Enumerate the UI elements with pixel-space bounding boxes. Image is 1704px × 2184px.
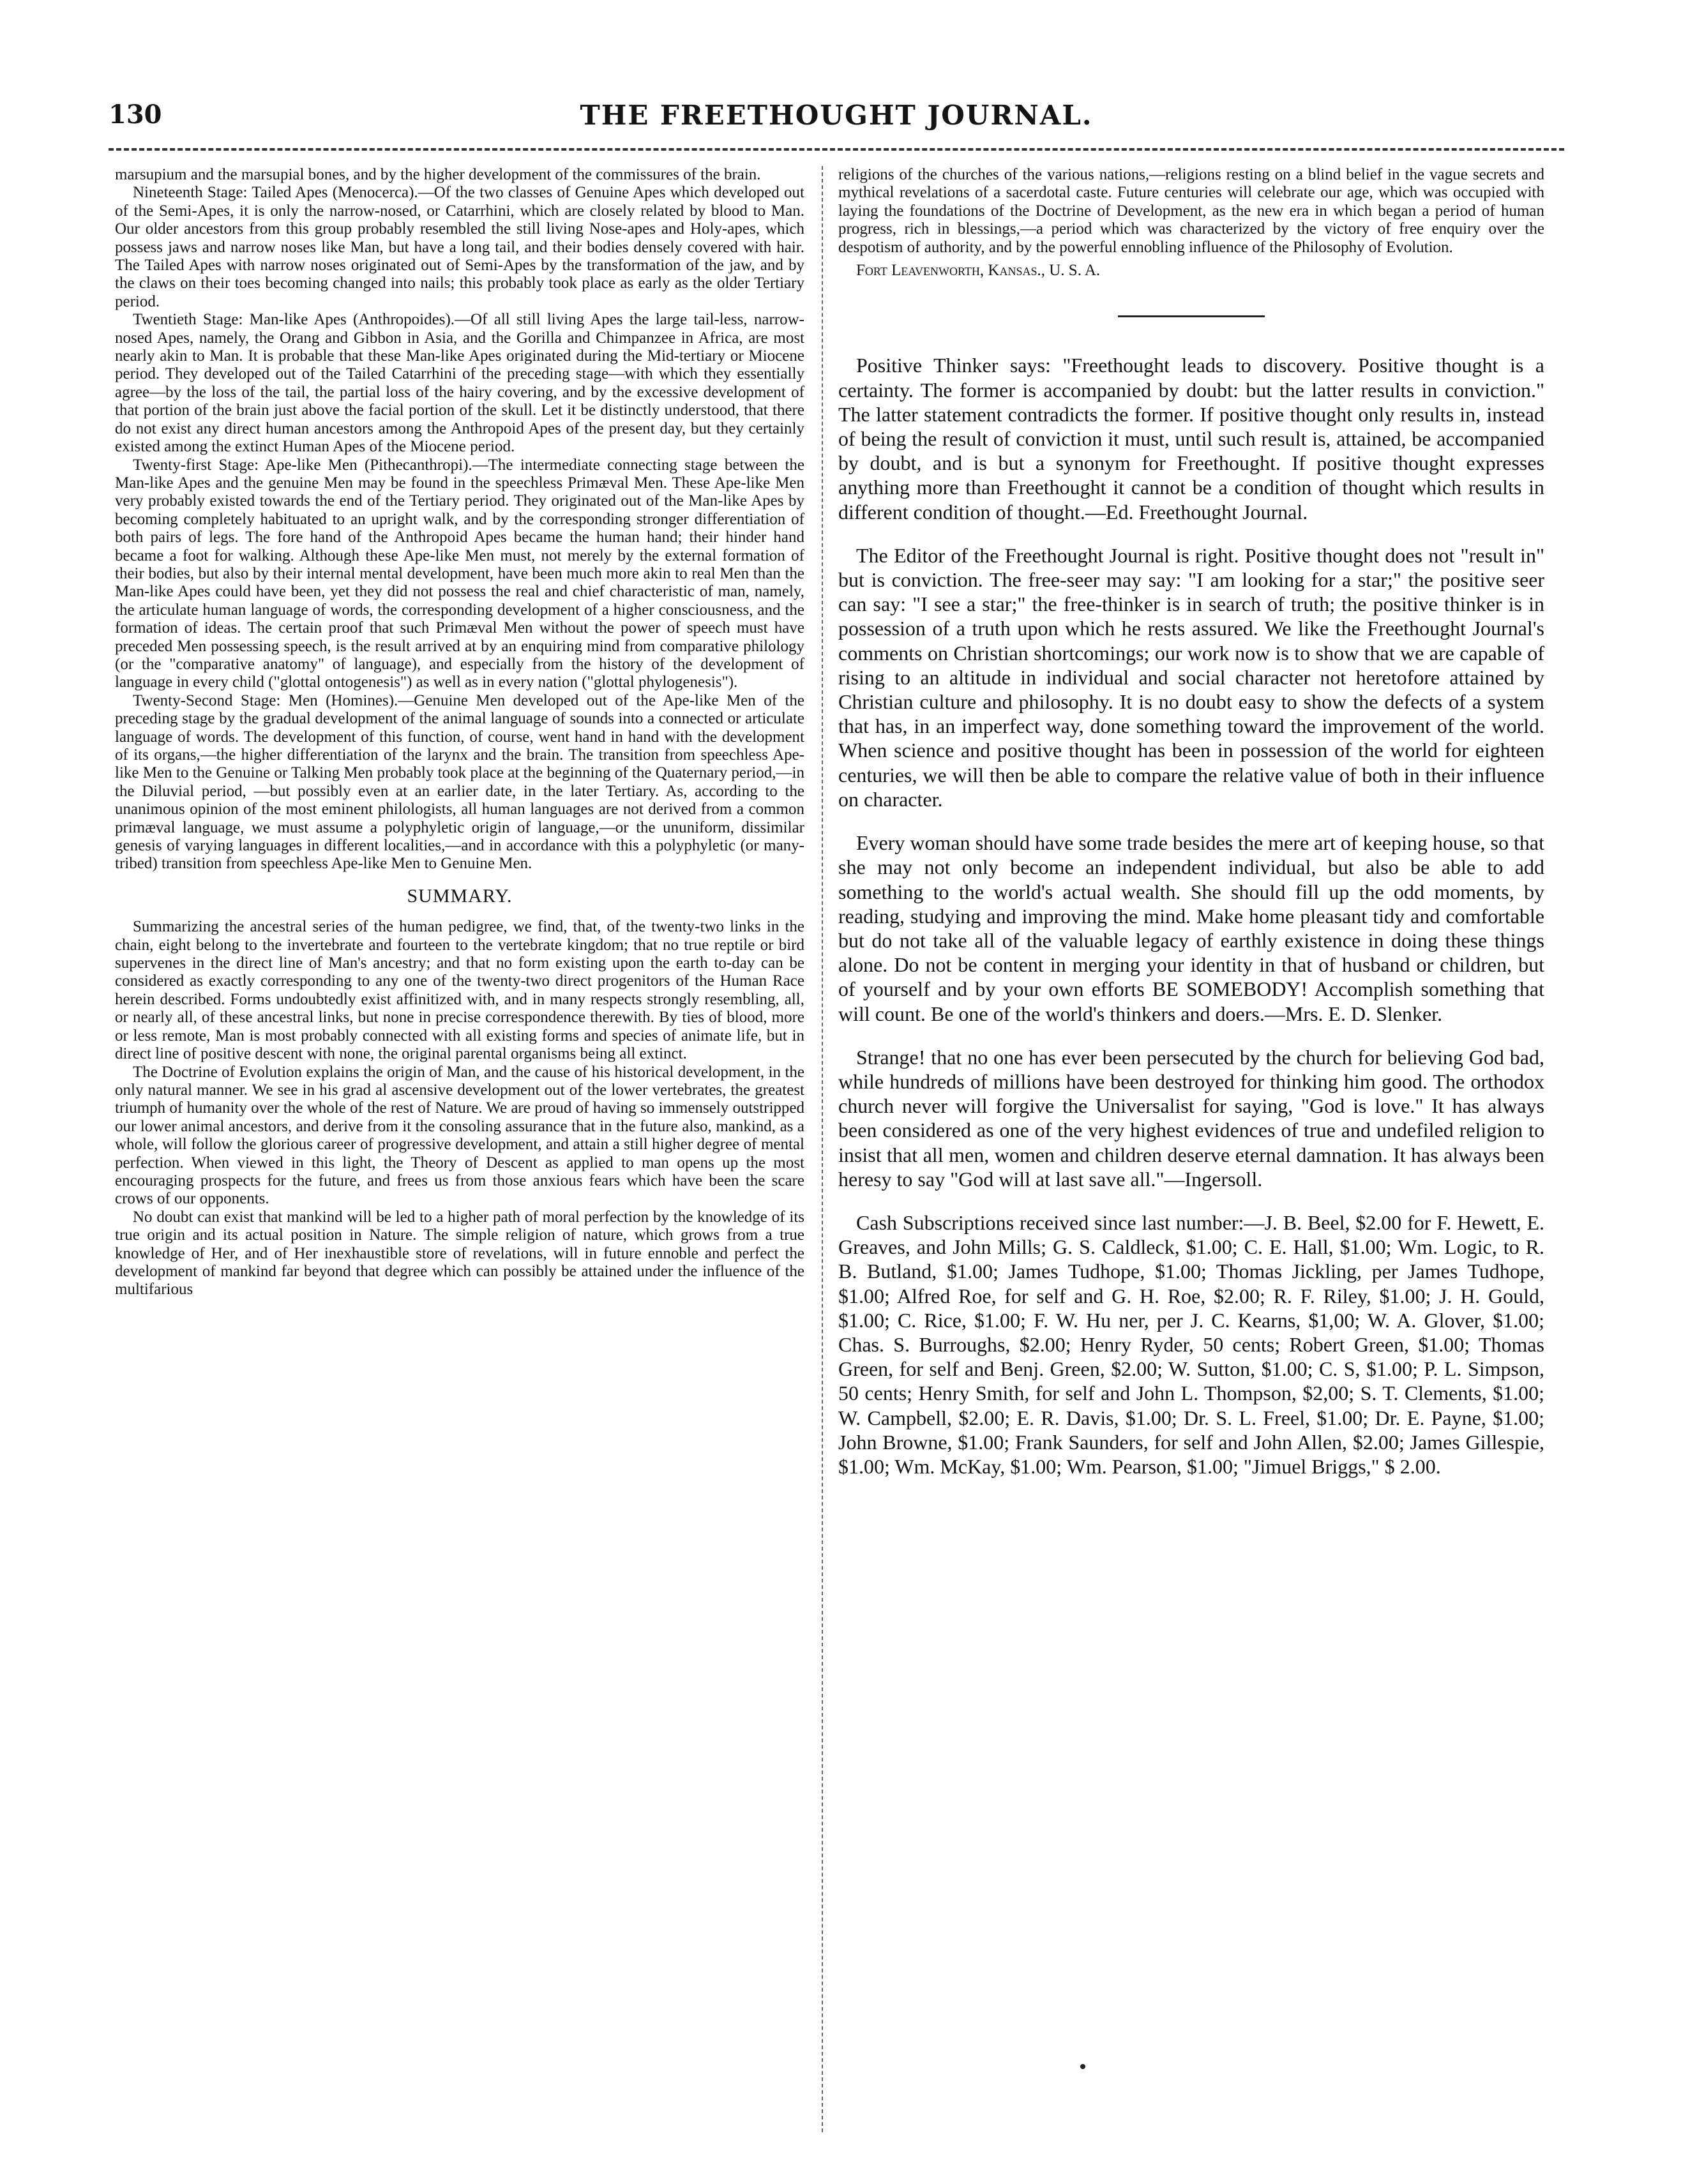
paragraph-every-woman: Every woman should have some trade besides the mere art of keeping house, so that she may not only become an independent individual, but also be able to add something to the world's actual wealth. She should fill up the odd moments, by reading, studying and improving the mind. Make home pleasant tidy and comfortable but do not take all of the valuable legacy of earthly existence in doing these things alone. Do not be content in merging your identity in that of husband or children, but of yourself and by your own efforts BE SOMEBODY! Accomplish something that will count. Be one of the world's thinkers and doers.—Mrs. E. D. Slenker.	[838, 831, 1544, 1025]
paragraph-continuation: marsupium and the marsupial bones, and by the higher development of the commissures of the brain.	[115, 166, 761, 183]
paragraph-positive-thinker: Positive Thinker says: "Freethought leads to discovery. Positive thought is a certainty. The former is accompanied by doubt: but the latter results in conviction." The latter statement contradicts the former. If positive thought only results in, instead of being the result of conviction it must, until such result is, attained, be accompanied by doubt, and is but a synonym for Freethought. If positive thought expresses anything more than Freethought it cannot be a condition of thought which results in different condition of thought.—Ed. Freethought Journal.	[838, 354, 1544, 523]
header-rule	[109, 148, 1564, 151]
journal-title: THE FREETHOUGHT JOURNAL.	[580, 100, 1093, 131]
location-line: Fort Leavenworth, Kansas., U. S. A.	[856, 262, 1101, 280]
paragraph-summary-1: Summarizing the ancestral series of the human pedigree, we find, that, of the twenty-two links in the chain, eight belong to the invertebrate and fourteen to the vertebrate kingdom; that no true reptile or bird supervenes in the direct line of Man's ancestry; and that no form existing upon the earth to-day can be considered as exactly corresponding to any one of the twenty-two direct progenitors of the Human Race herein described. Forms undoubtedly exist affinitized with, and in many respects strongly resembling, all, or nearly all, of these ancestral links, but none in precise correspondence therewith. By ties of blood, more or less remote, Man is most probably connected with all existing forms and species of animate life, but in direct line of positive descent with none, the original parental organisms being all extinct.	[115, 918, 804, 1063]
paragraph-continuation-right: religions of the churches of the various nations,—religions resting on a blind belief in the vague secrets and mythical revelations of a sacerdotal caste. Future centuries will celebrate our age, which was occupied with laying the foundations of the Doctrine of Development, as the new era in which began a period of human progress, rich in blessings,—a period which was characterized by the victory of free enquiry over the despotism of authority, and by the powerful ennobling influence of the Philosophy of Evolution.	[838, 166, 1544, 256]
page-header	[109, 94, 1564, 139]
paragraph-twentieth-stage: Twentieth Stage: Man-like Apes (Anthropoides).—Of all still living Apes the large tail-less, narrow-nosed Apes, namely, the Orang and Gibbon in Asia, and the Gorilla and Chimpanzee in Africa, are most nearly akin to Man. It is probable that these Man-like Apes originated during the Mid-tertiary or Miocene period. They developed out of the Tailed Catarrhini of the preceding stage—with which they essentially agree—by the loss of the tail, the partial loss of the hairy covering, and by the excessive development of that portion of the brain just above the facial portion of the skull. Let it be distinctly understood, that there do not exist any direct human ancestors among the Anthropoid Apes of the present day, but they certainly existed among the extinct Human Apes of the Miocene period.	[115, 311, 804, 456]
paragraph-cash-subscriptions: Cash Subscriptions received since last number:—J. B. Beel, $2.00 for F. Hewett, E. Greaves, and John Mills; G. S. Caldleck, $1.00; C. E. Hall, $1.00; Wm. Logic, to R. B. Butland, $1.00; James Tudhope, $1.00; Thomas Jickling, per James Tudhope, $1.00; Alfred Roe, for self and G. H. Roe, $2.00; R. F. Riley, $1.00; J. H. Gould, $1.00; C. Rice, $1.00; F. W. Hu ner, per J. C. Kearns, $1,00; W. A. Glover, $1.00; Chas. S. Burroughs, $2.00; Henry Ryder, 50 cents; Robert Green, $1.00; Thomas Green, for self and Benj. Green, $2.00; W. Sutton, $1.00; C. S, $1.00; P. L. Simpson, 50 cents; Henry Smith, for self and John L. Thompson, $2,00; S. T. Clements, $1.00; W. Campbell, $2.00; E. R. Davis, $1.00; Dr. S. L. Freel, $1.00; Dr. E. Payne, $1.00; John Browne, $1.00; Frank Saunders, for self and John Allen, $2.00; James Gillespie, $1.00; Wm. McKay, $1.00; Wm. Pearson, $1.00; "Jimuel Briggs," $ 2.00.	[838, 1210, 1544, 1478]
paragraph-summary-2: The Doctrine of Evolution explains the origin of Man, and the cause of his historical development, in the only natural manner. We see in his grad al ascensive development out of the lower vertebrates, the greatest triumph of humanity over the whole of the rest of Nature. We are proud of having so immensely outstripped our lower animal ancestors, and derive from it the consoling assurance that in the future also, mankind, as a whole, will follow the glorious career of progressive development, and attain a still higher degree of mental perfection. When viewed in this light, the Theory of Descent as applied to man opens up the most encouraging prospects for the future, and frees us from those anxious fears which have been the scare crows of our opponents.	[115, 1063, 804, 1208]
paragraph-strange: Strange! that no one has ever been persecuted by the church for believing God bad, while hundreds of millions have been destroyed for thinking him good. The orthodox church never will forgive the Universalist for saying, "God is love." It has always been considered as one of the very highest evidences of true and undefiled religion to insist that all men, women and children deserve eternal damnation. It has always been heresy to say "God will at last save all."—Ingersoll.	[838, 1045, 1544, 1191]
summary-heading: SUMMARY.	[407, 885, 513, 907]
paragraph-nineteenth-stage: Nineteenth Stage: Tailed Apes (Menocerca).—Of the two classes of Genuine Apes which developed out of the Semi-Apes, it is only the narrow-nosed, or Catarrhini, which are closely related by blood to Man. Our older ancestors from this group probably resembled the still living Nose-apes and Holy-apes, which possess jaws and narrow noses like Man, but have a long tail, and their bodies densely covered with hair. The Tailed Apes with narrow noses originated out of Semi-Apes by the transformation of the jaw, and by the claws on their toes becoming changed into nails; this probably took place as early as the older Tertiary period.	[115, 184, 804, 310]
left-column	[115, 166, 804, 1299]
page-number: 130	[109, 100, 162, 130]
section-separator	[1118, 315, 1265, 317]
paragraph-editor-reply: The Editor of the Freethought Journal is right. Positive thought does not "result in" but is conviction. The free-seer may say: "I am looking for a star;" the positive seer can say: "I see a star;" the free-thinker is in search of truth; the positive thinker is in possession of a truth upon which he rests assured. We like the Freethought Journal's comments on Christian shortcomings; our work now is to show that we are capable of rising to an altitude in individual and social character not heretofore attained by Christian culture and philosophy. It is no doubt easy to show the defects of a system that has, in an imperfect way, done something toward the improvement of the world. When science and positive thought has been in possession of the world for eighteen centuries, we will then be able to compare the relative value of both in their influence on character.	[838, 543, 1544, 811]
right-column	[838, 166, 1544, 1479]
paragraph-summary-3: No doubt can exist that mankind will be led to a higher path of moral perfection by the knowledge of its true origin and its actual position in Nature. The simple religion of nature, which grows from a true knowledge of Her, and of Her inexhaustible store of revelations, will in future ennoble and perfect the development of mankind far beyond that degree which can possibly be attained under the influence of the multifarious	[115, 1208, 804, 1299]
paragraph-twenty-second-stage: Twenty-Second Stage: Men (Homines).—Genuine Men developed out of the Ape-like Men of the preceding stage by the gradual development of the animal language of sounds into a connected or articulate language of words. The development of this function, of course, went hand in hand with the development of its organs,—the higher differentiation of the larynx and the brain. The transition from speechless Ape-like Men to the Genuine or Talking Men probably took place at the beginning of the Quaternary period,—in the Diluvial period, —but possibly even at an earlier date, in the later Tertiary. As, according to the unanimous opinion of the most eminent philologists, all human languages are not derived from a common primæval language, we must assume a polyphyletic origin of language,—or the ununiform, dissimilar genesis of varying languages in different localities,—and in accordance with this a polyphyletic (or many-tribed) transition from speechless Ape-like Men to Genuine Men.	[115, 691, 804, 873]
end-mark	[1080, 2064, 1085, 2069]
paragraph-twenty-first-stage: Twenty-first Stage: Ape-like Men (Pithecanthropi).—The intermediate connecting stage between the Man-like Apes and the genuine Men may be found in the speechless Primæval Men. These Ape-like Men very probably existed towards the end of the Tertiary period. They originated out of the Man-like Apes by becoming completely habituated to an upright walk, and by the corresponding stronger differentiation of both pairs of legs. The fore hand of the Anthropoid Apes became the human hand; their hinder hand became a foot for walking. Although these Ape-like Men must, not merely by the external formation of their bodies, but also by their internal mental development, have been much more akin to real Men than the Man-like Apes could have been, yet they did not possess the real and chief characteristic of man, namely, the articulate human language of words, the corresponding development of a higher consciousness, and the formation of ideas. The certain proof that such Primæval Men without the power of speech must have preceded Men possessing speech, is the result arrived at by an enquiring mind from comparative philology (or the "comparative anatomy" of language), and especially from the history of the development of language in every child ("glottal ontogenesis") as well as in every nation ("glottal phylogenesis").	[115, 456, 804, 691]
column-divider	[822, 166, 823, 2132]
